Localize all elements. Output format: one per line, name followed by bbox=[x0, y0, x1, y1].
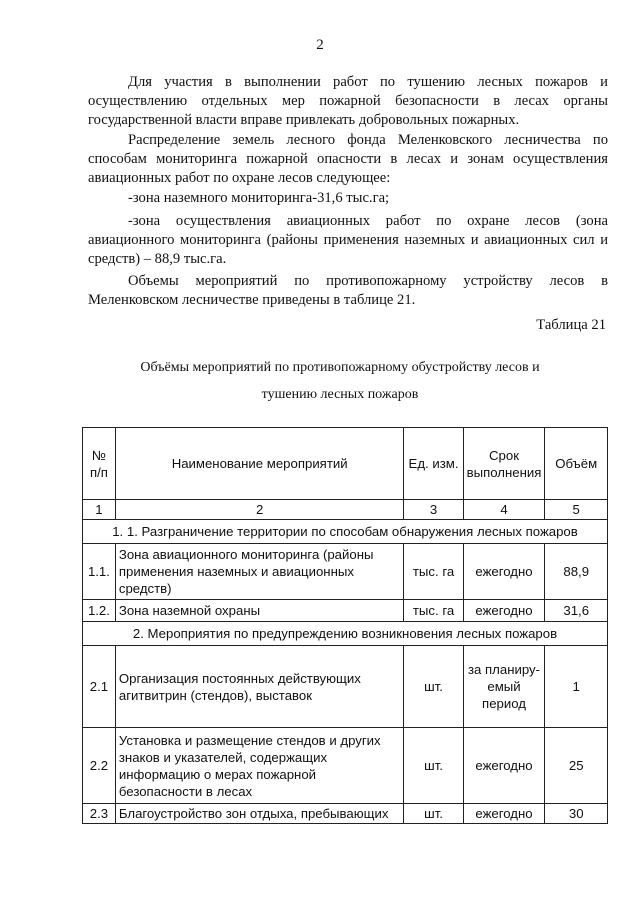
cell-num: 2.1 bbox=[83, 646, 116, 728]
paragraph-text: -зона осуществления авиационных работ по охране лесов (зона авиационного мониторинга (районы применения наземных и авиационных сил и средств) – 88,9 тыс.га. bbox=[88, 213, 608, 267]
paragraph-text: -зона наземного мониторинга-31,6 тыс.га; bbox=[128, 190, 390, 206]
cell-name: Зона наземной охраны bbox=[115, 600, 404, 622]
table-row bbox=[83, 600, 608, 622]
header-term: Срок выполнения bbox=[463, 428, 545, 500]
cell-volume: 30 bbox=[545, 804, 608, 824]
cell-name: Установка и размещение стендов и других знаков и указателей, содержащих информацию о мерах пожарной безопасности в лесах bbox=[115, 728, 404, 804]
header-volume: Объём bbox=[545, 428, 608, 500]
section-title: 1. 1. Разграничение территории по способам обнаружения лесных пожаров bbox=[83, 520, 608, 544]
cell-name: Зона авиационного мониторинга (районы применения наземных и авиационных средств) bbox=[115, 544, 404, 600]
cell-num: 1.1. bbox=[83, 544, 116, 600]
table-row bbox=[83, 646, 608, 728]
cell-num: 1.2. bbox=[83, 600, 116, 622]
section-row bbox=[83, 622, 608, 646]
cell-term: ежегодно bbox=[463, 804, 545, 824]
header-unit: Ед. изм. bbox=[404, 428, 463, 500]
page-number: 2 bbox=[316, 37, 324, 53]
cell-num: 2.3 bbox=[83, 804, 116, 824]
table-row bbox=[83, 728, 608, 804]
cell-volume: 31,6 bbox=[545, 600, 608, 622]
paragraph-volunteers bbox=[88, 73, 608, 130]
paragraph-text: Объемы мероприятий по противопожарному устройству лесов в Меленковском лесничестве приведены в таблице 21. bbox=[88, 273, 608, 308]
paragraph-text: Для участия в выполнении работ по тушению лесных пожаров и осуществлению отдельных мер пожарной безопасности в лесах органы государственной власти вправе привлекать добровольных пожарных. bbox=[88, 74, 608, 128]
cell-unit: шт. bbox=[404, 804, 463, 824]
paragraph-text: Распределение земель лесного фонда Меленковского лесничества по способам мониторинга пожарной опасности в лесах и зонам осуществления авиационных работ по охране лесов следующее: bbox=[88, 132, 608, 186]
cell-unit: шт. bbox=[404, 728, 463, 804]
cell-term: ежегодно bbox=[463, 544, 545, 600]
table-title-line2: тушению лесных пожаров bbox=[261, 387, 419, 402]
table-header-row bbox=[83, 428, 608, 500]
measures-table bbox=[82, 427, 608, 824]
cell-num: 2.2 bbox=[83, 728, 116, 804]
paragraph-aviation-zone bbox=[88, 212, 608, 269]
column-number: 5 bbox=[545, 500, 608, 520]
cell-term: ежегодно bbox=[463, 728, 545, 804]
column-number-row bbox=[83, 500, 608, 520]
cell-name: Организация постоянных действующих агитвитрин (стендов), выставок bbox=[115, 646, 404, 728]
paragraph-volumes bbox=[88, 272, 608, 310]
cell-volume: 25 bbox=[545, 728, 608, 804]
cell-term: за планиру-емый период bbox=[463, 646, 545, 728]
section-title: 2. Мероприятия по предупреждению возникновения лесных пожаров bbox=[83, 622, 608, 646]
column-number: 1 bbox=[83, 500, 116, 520]
cell-name: Благоустройство зон отдыха, пребывающих bbox=[115, 804, 404, 824]
cell-volume: 88,9 bbox=[545, 544, 608, 600]
section-row bbox=[83, 520, 608, 544]
column-number: 4 bbox=[463, 500, 545, 520]
paragraph-ground-zone bbox=[88, 189, 608, 208]
column-number: 3 bbox=[404, 500, 463, 520]
cell-unit: тыс. га bbox=[404, 544, 463, 600]
table-row bbox=[83, 804, 608, 824]
header-name: Наименование мероприятий bbox=[115, 428, 404, 500]
column-number: 2 bbox=[115, 500, 404, 520]
cell-term: ежегодно bbox=[463, 600, 545, 622]
paragraph-distribution bbox=[88, 131, 608, 188]
table-title-line1: Объёмы мероприятий по противопожарному обустройству лесов и bbox=[140, 360, 540, 375]
table-row bbox=[83, 544, 608, 600]
cell-unit: шт. bbox=[404, 646, 463, 728]
cell-unit: тыс. га bbox=[404, 600, 463, 622]
table-reference: Таблица 21 bbox=[536, 317, 606, 333]
header-num: № п/п bbox=[83, 428, 116, 500]
cell-volume: 1 bbox=[545, 646, 608, 728]
